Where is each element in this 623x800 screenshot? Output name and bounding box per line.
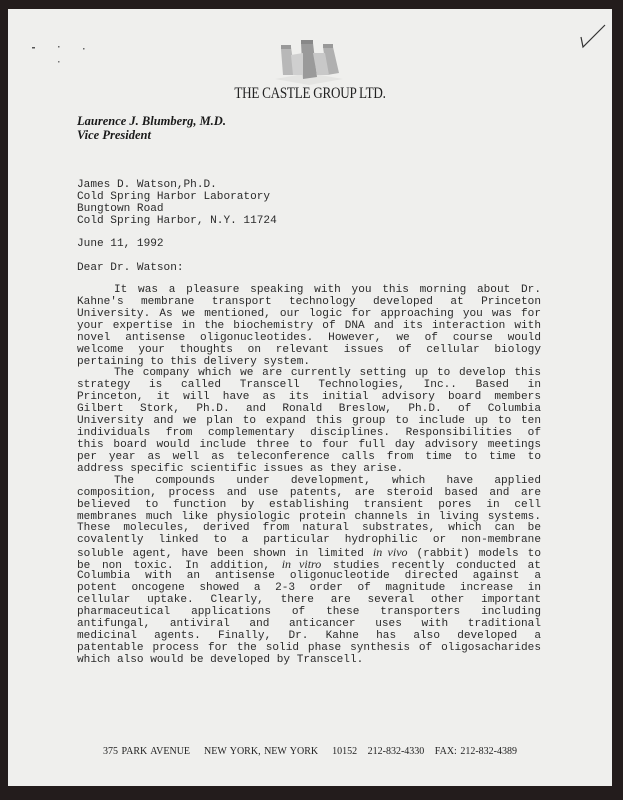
body-text: strategy is called Transcell Technologies, Inc.. Based in: [77, 379, 541, 392]
address-line: Cold Spring Harbor Laboratory: [77, 191, 271, 203]
castle-logo-icon: [273, 39, 345, 87]
body-line: [77, 488, 541, 500]
body-text: per year as well as teleconference calls from time to time to: [77, 450, 541, 463]
italic-term: in vivo: [372, 545, 408, 560]
body-text: this board would include three to four full day advisory meetings: [77, 438, 541, 451]
body-text: The company which we are currently setting up to develop this: [114, 367, 541, 380]
body-line: [77, 631, 541, 643]
body-text: composition, process and use patents, are steroid based and are: [77, 486, 541, 499]
body-text: (rabbit) models to: [416, 548, 541, 561]
address-line: Bungtown Road: [77, 203, 164, 215]
body-text: Gilbert Stork, Ph.D. and Ronald Breslow, Ph.D. of Columbia: [77, 403, 541, 416]
body-text: potent oncogene showed a 2-3 order of magnitude increase in: [77, 582, 541, 595]
letter-body: [77, 285, 541, 667]
body-text: individuals from complementary disciplines. Responsibilities of: [77, 427, 541, 440]
body-text: medicinal agents. Finally, Dr. Kahne has also developed a: [77, 629, 541, 642]
body-text: novel antisense oligonucleotides. However, we of course would: [77, 331, 541, 344]
body-text: soluble agent, have been shown in limited: [77, 548, 364, 561]
body-text: your expertise in the biochemistry of DNA and its interaction with: [77, 319, 541, 332]
body-line: [77, 535, 541, 547]
body-line: [77, 333, 541, 345]
body-text: Kahne's membrane transport technology developed at Princeton: [77, 295, 541, 308]
recipient-address: [77, 179, 277, 227]
body-text: Columbia with an antisense oligonucleotide directed against a: [77, 570, 541, 583]
company-name: THE CASTLE GROUP LTD.: [234, 85, 386, 102]
address-line: Cold Spring Harbor, N.Y. 11724: [77, 215, 277, 227]
sender-name: Laurence J. Blumberg, M.D.: [77, 114, 226, 128]
letter-date: June 11, 1992: [77, 238, 164, 250]
body-line: [77, 655, 541, 667]
body-line: [77, 464, 541, 476]
stray-marks: [28, 37, 98, 67]
body-text: welcome your thoughts on relevant issues of cellular biology: [77, 343, 541, 356]
sender-title: Vice President: [77, 128, 151, 142]
body-text: believed to function by establishing transient pores in cell: [77, 498, 541, 511]
address-line: James D. Watson,Ph.D.: [77, 179, 217, 191]
body-text: studies recently conducted at: [332, 560, 541, 573]
body-text: It was a pleasure speaking with you this morning about Dr.: [114, 284, 541, 296]
body-text: University. As we mentioned, our logic for approaching you was for: [77, 307, 541, 320]
body-text: which also would be developed by Transcell.: [77, 653, 364, 666]
body-text: be non toxic. In addition,: [77, 560, 271, 573]
checkmark-icon: [578, 23, 608, 51]
body-text: address specific scientific issues as they arise.: [77, 462, 404, 475]
body-line: [77, 619, 541, 631]
body-text: University and we plan to expand this group to include up to ten: [77, 415, 541, 428]
body-text: pertaining to this delivery system.: [77, 355, 311, 368]
body-text: membranes much like physiologic protein channels in living systems.: [77, 510, 541, 523]
body-text: cellular uptake. Clearly, there are several other important: [77, 593, 541, 606]
body-text: covalently linked to a particular hydrophilic or non-membrane: [77, 534, 541, 547]
body-text: patentable process for the solid phase synthesis of oligosacharides: [77, 641, 541, 654]
letter-page: [8, 9, 612, 786]
body-text: Princeton, it will have as its initial advisory board members: [77, 391, 541, 404]
body-line: [77, 309, 541, 321]
body-text: These molecules, derived from natural substrates, which can be: [77, 522, 541, 535]
sender-block: [77, 114, 226, 142]
italic-term: in vitro: [281, 557, 322, 572]
body-text: The compounds under development, which have applied: [114, 474, 541, 487]
salutation: Dear Dr. Watson:: [77, 262, 184, 274]
body-line: [77, 476, 541, 488]
letterhead-footer: 375 PARK AVENUE NEW YORK, NEW YORK 10152 212-832-4330 FAX: 212-832-4389: [103, 746, 517, 757]
body-line: [77, 321, 541, 333]
body-line: [77, 500, 541, 512]
body-text: pharmaceutical applications of these transporters including: [77, 605, 541, 618]
body-text: antifungal, antiviral and anticancer uses with traditional: [77, 617, 541, 630]
